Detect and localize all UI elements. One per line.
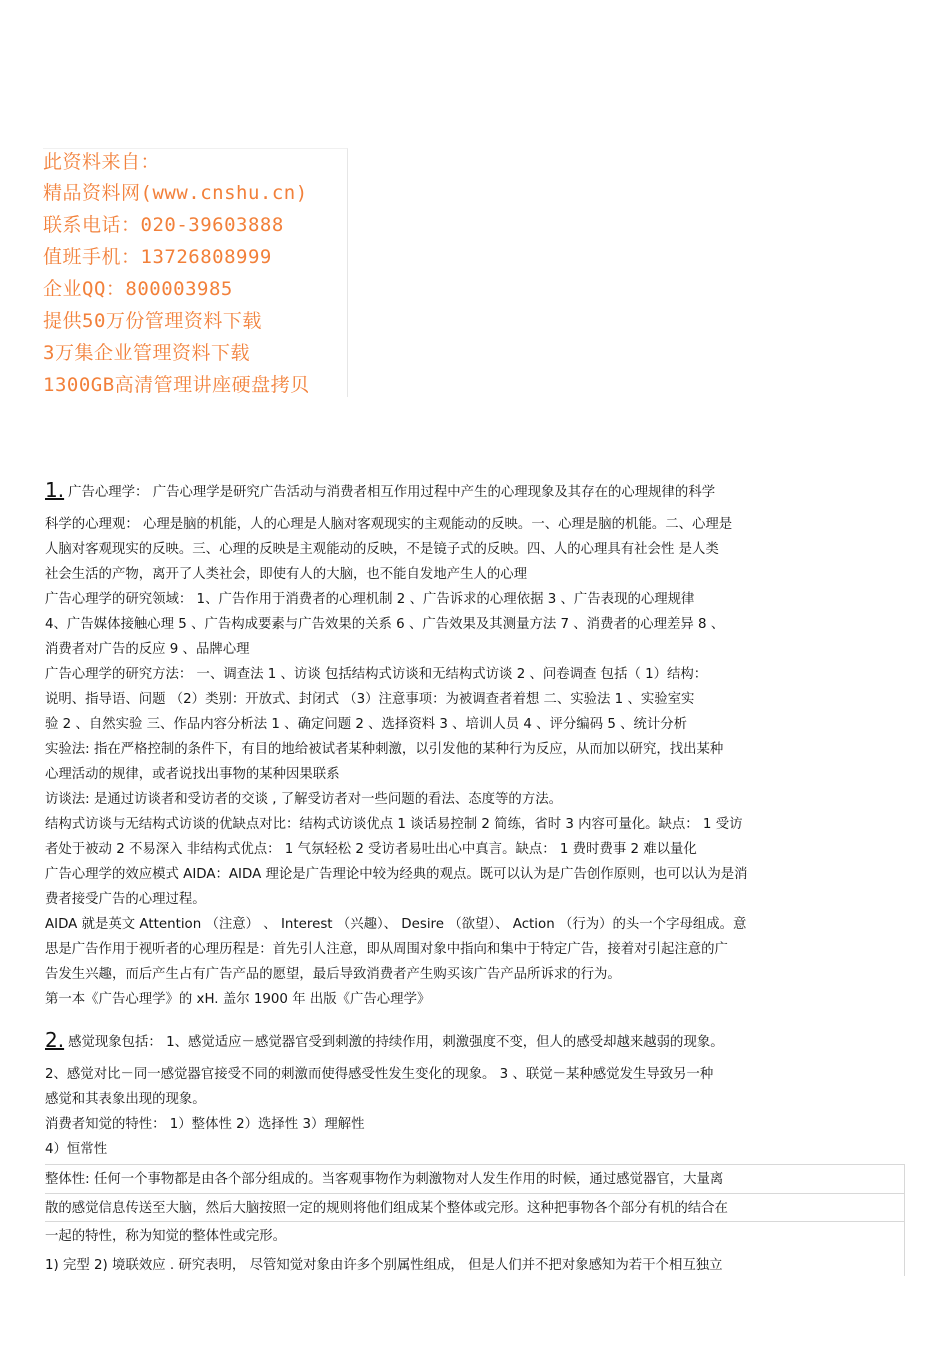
paragraph-line: 心理活动的规律，或者说找出事物的某种因果联系 [45, 767, 340, 782]
paragraph-line: 散的感觉信息传送至大脑，然后大脑按照一定的规则将他们组成某个整体或完形。这种把事物各个部分有机的结合在 [45, 1201, 728, 1216]
ad-line-mobile: 值班手机：13726808999 [43, 246, 272, 268]
ad-line-phone: 联系电话：020-39603888 [43, 214, 284, 236]
paragraph-line: 整体性: 任何一个事物都是由各个部分组成的。当客观事物作为刺激物对人发生作用的时候，通过感觉器官，大量离 [45, 1172, 724, 1187]
paragraph-line: 一起的特性，称为知觉的整体性或完形。 [45, 1229, 287, 1244]
ad-line-offer-2: 3万集企业管理资料下载 [43, 342, 250, 364]
section-number: 1. [45, 478, 65, 502]
paragraph-line: 消费者知觉的特性： 1）整体性 2）选择性 3）理解性 [45, 1117, 365, 1132]
advertisement-block [43, 148, 348, 397]
ad-line-source: 此资料来自： [43, 151, 161, 173]
paragraph-line: 者处于被动 2 不易深入 非结构式优点： 1 气氛轻松 2 受访者易吐出心中真言。缺点： 1 费时费事 2 难以量化 [45, 842, 697, 857]
paragraph-line: 消费者对广告的反应 9 、品牌心理 [45, 642, 250, 657]
section-number: 2. [45, 1028, 65, 1052]
table-rule [45, 1164, 905, 1165]
paragraph-line: 说明、指导语、问题 （2）类别：开放式、封闭式 （3）注意事项：为被调查者着想 二、实验法 1 、实验室实 [45, 692, 695, 707]
paragraph-line: 广告心理学的研究方法： 一、调查法 1 、访谈 包括结构式访谈和无结构式访谈 2 、问卷调查 包括（ 1）结构： [45, 667, 708, 682]
table-rule-vertical [904, 1164, 905, 1276]
paragraph-line: 2、感觉对比－同一感觉器官接受不同的刺激而使得感受性发生变化的现象。 3 、联觉－某种感觉发生导致另一种 [45, 1067, 714, 1082]
paragraph-line: 1) 完型 2) 境联效应 . 研究表明， 尽管知觉对象由许多个别属性组成， 但是人们并不把对象感知为若干个相互独立 [45, 1258, 723, 1273]
ad-line-qq: 企业QQ：800003985 [43, 278, 233, 300]
section-1-heading [45, 480, 715, 502]
paragraph-line: 人脑对客观现实的反映。三、心理的反映是主观能动的反映，不是镜子式的反映。四、人的心理具有社会性 是人类 [45, 542, 719, 557]
ad-line-offer-3: 1300GB高清管理讲座硬盘拷贝 [43, 374, 310, 396]
ad-line-website: 精品资料网(www.cnshu.cn) [43, 182, 308, 204]
paragraph-line: 告发生兴趣，而后产生占有广告产品的愿望，最后导致消费者产生购买该广告产品所诉求的行为。 [45, 967, 621, 982]
paragraph-line: 第一本《广告心理学》的 xH. 盖尔 1900 年 出版《广告心理学》 [45, 992, 431, 1007]
paragraph-line: 思是广告作用于视听者的心理历程是：首先引人注意，即从周围对象中指向和集中于特定广告，接着对引起注意的广 [45, 942, 728, 957]
paragraph-line: 广告心理学的研究领域： 1、广告作用于消费者的心理机制 2 、广告诉求的心理依据 3 、广告表现的心理规律 [45, 592, 695, 607]
paragraph-line: 4、广告媒体接触心理 5 、广告构成要素与广告效果的关系 6 、广告效果及其测量方法 7 、消费者的心理差异 8 、 [45, 617, 725, 632]
table-rule [45, 1221, 905, 1222]
section-2-heading [45, 1030, 724, 1052]
paragraph-line: 感觉和其表象出现的现象。 [45, 1092, 206, 1107]
paragraph-line: 4）恒常性 [45, 1142, 108, 1157]
paragraph-line: 访谈法: 是通过访谈者和受访者的交谈 , 了解受访者对一些问题的看法、态度等的方法。 [45, 792, 562, 807]
table-rule [45, 1193, 905, 1194]
paragraph-line: AIDA 就是英文 Attention （注意） 、 Interest （兴趣）、 Desire （欲望）、 Action （行为）的头一个字母组成。意 [45, 917, 747, 932]
section-title-text: 广告心理学： 广告心理学是研究广告活动与消费者相互作用过程中产生的心理现象及其存在的心理规律的科学 [68, 485, 716, 500]
ad-line-offer-1: 提供50万份管理资料下载 [43, 310, 262, 332]
paragraph-line: 科学的心理观： 心理是脑的机能，人的心理是人脑对客观现实的主观能动的反映。一、心理是脑的机能。二、心理是 [45, 517, 733, 532]
section-title-text: 感觉现象包括： 1、感觉适应－感觉器官受到刺激的持续作用，刺激强度不变，但人的感受却越来越弱的现象。 [68, 1035, 724, 1050]
paragraph-line: 费者接受广告的心理过程。 [45, 892, 206, 907]
paragraph-line: 验 2 、自然实验 三、作品内容分析法 1 、确定问题 2 、选择资料 3 、培训人员 4 、评分编码 5 、统计分析 [45, 717, 688, 732]
paragraph-line: 结构式访谈与无结构式访谈的优缺点对比：结构式访谈优点 1 谈话易控制 2 简练，省时 3 内容可量化。缺点： 1 受访 [45, 817, 743, 832]
paragraph-line: 社会生活的产物，离开了人类社会，即使有人的大脑，也不能自发地产生人的心理 [45, 567, 528, 582]
paragraph-line: 广告心理学的效应模式 AIDA：AIDA 理论是广告理论中较为经典的观点。既可以认为是广告创作原则，也可以认为是消 [45, 867, 748, 882]
paragraph-line: 实验法: 指在严格控制的条件下，有目的地给被试者某种刺激，以引发他的某种行为反应，从而加以研究，找出某种 [45, 742, 724, 757]
